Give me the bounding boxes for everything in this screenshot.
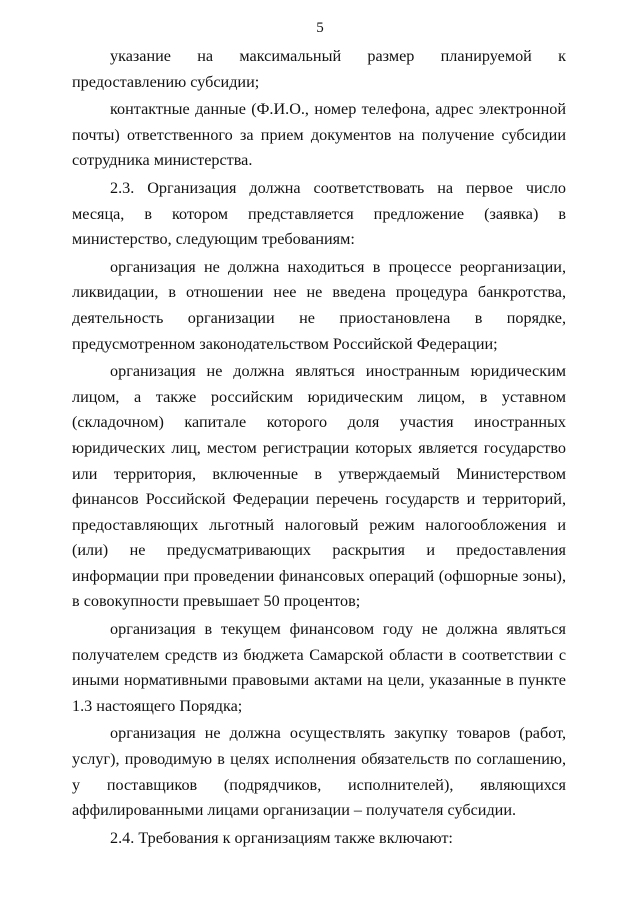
paragraph-contact-details: контактные данные (Ф.И.О., номер телефона, адрес электронной почты) ответственного за прием документов на получение субсидии сотрудника министерства.: [72, 100, 566, 170]
paragraph-no-reorganization: организация не должна находиться в процессе реорганизации, ликвидации, в отношении нее не введена процедура банкротства, деятельность организации не приостановлена в порядке, предусмотренном законодательством Российской Федерации;: [72, 257, 566, 353]
paragraph-section-2-4: 2.4. Требования к организациям также включают:: [110, 828, 453, 847]
paragraph-no-affiliated-purchases: организация не должна осуществлять закупку товаров (работ, услуг), проводимую в целях исполнения обязательств по соглашению, у поставщиков (подрядчиков, исполнителей), являющихся аффилированными лицами организации – получателя субсидии.: [72, 724, 566, 820]
paragraph-no-foreign-entity: организация не должна являться иностранным юридическим лицом, а также российским юридическим лицом, в уставном (складочном) капитале которого доля участия иностранных юридических лиц, местом регистрации которых является государство или территория, включенные в утверждаемый Министерством финансов Российской Федерации перечень государств и территорий, предоставляющих льготный налоговый режим налогообложения и (или) не предусматривающих раскрытия и предоставления информации при проведении финансовых операций (офшорные зоны), в совокупности превышает 50 процентов;: [72, 362, 566, 611]
document-body: [72, 44, 566, 851]
paragraph-section-2-3: 2.3. Организация должна соответствовать на первое число месяца, в котором представляется предложение (заявка) в министерство, следующим требованиям:: [72, 178, 566, 249]
paragraph-max-subsidy: указание на максимальный размер планируемой к предоставлению субсидии;: [72, 47, 566, 91]
paragraph-no-other-budget-funds: организация в текущем финансовом году не должна являться получателем средств из бюджета Самарской области в соответствии с иными нормативными правовыми актами на цели, указанные в пункте 1.3 настоящего Порядка;: [72, 620, 566, 715]
page-number: 5: [316, 20, 324, 36]
